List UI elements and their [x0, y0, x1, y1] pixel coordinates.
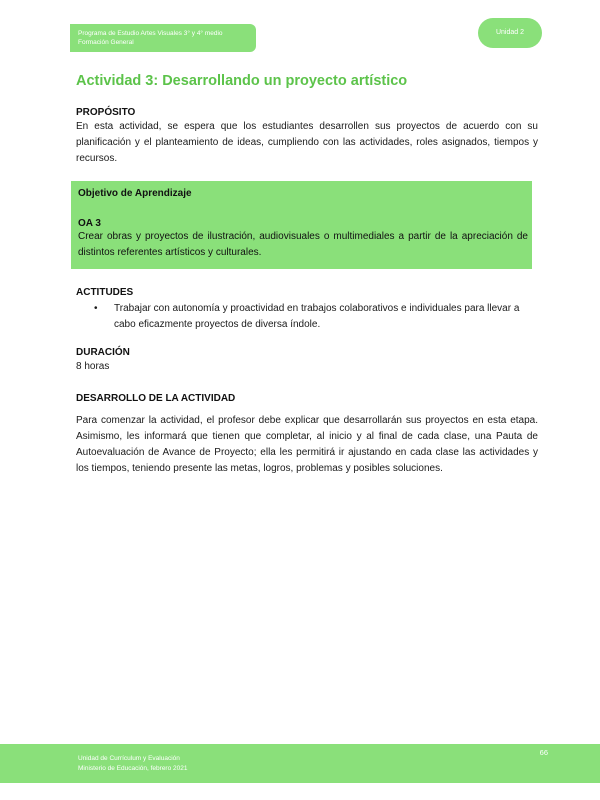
purpose-heading: PROPÓSITO	[76, 107, 136, 118]
activity-title: Actividad 3: Desarrollando un proyecto artístico	[76, 73, 408, 89]
program-subtitle: Formación General	[78, 39, 134, 46]
objective-heading: Objetivo de Aprendizaje	[78, 188, 192, 199]
objective-code: OA 3	[78, 218, 101, 229]
page-footer	[0, 744, 600, 783]
development-heading: DESARROLLO DE LA ACTIVIDAD	[76, 393, 236, 404]
learning-objective-box	[71, 181, 532, 269]
purpose-text: En esta actividad, se espera que los estudiantes desarrollen sus proyectos de acuerdo con su planificación y el planteamiento de ideas, cumpliendo con las actividades, roles asignados, tiempos y recursos.	[76, 121, 538, 164]
unit-badge: Unidad 2	[478, 18, 542, 48]
attitudes-list	[94, 301, 538, 333]
bullet-icon: •	[94, 303, 98, 314]
list-item	[94, 301, 538, 333]
attitude-text: Trabajar con autonomía y proactividad en trabajos colaborativos e individuales para llevar a cabo eficazmente proyectos de diversa índole.	[114, 303, 520, 330]
footer-unit-line: Unidad de Currículum y Evaluación	[78, 755, 180, 762]
footer-ministry-line: Ministerio de Educación, febrero 2021	[78, 765, 188, 772]
objective-text: Crear obras y proyectos de ilustración, audiovisuales o multimediales a partir de la apreciación de distintos referentes artísticos y culturales.	[78, 231, 528, 258]
duration-value: 8 horas	[76, 361, 110, 372]
page-number: 66	[539, 748, 548, 757]
program-title: Programa de Estudio Artes Visuales 3° y 4° medio	[78, 30, 223, 37]
development-text: Para comenzar la actividad, el profesor debe explicar que desarrollarán sus proyectos en esta etapa. Asimismo, les informará que tienen que completar, al inicio y al final de cada clase, una Pauta de Autoevaluación de Avance de Proyecto; ella les permitirá ir ajustando en cada clase las actividades y los tiempos, teniendo presente las metas, logros, problemas y posibles soluciones.	[76, 415, 538, 474]
attitudes-heading: ACTITUDES	[76, 287, 134, 298]
program-header-banner	[70, 24, 256, 52]
duration-heading: DURACIÓN	[76, 347, 130, 358]
